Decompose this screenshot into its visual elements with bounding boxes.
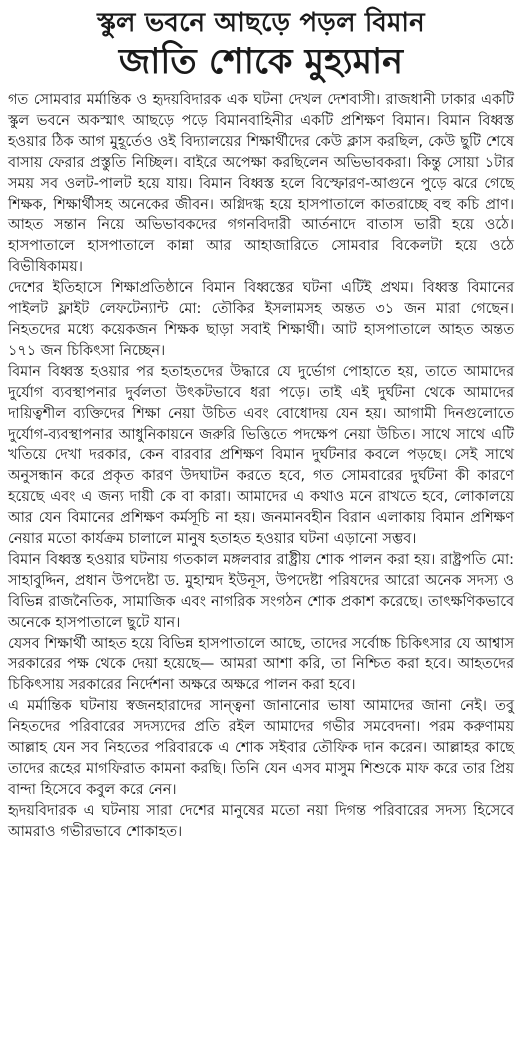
paragraph-1: গত সোমবার মর্মান্তিক ও হৃদয়বিদারক এক ঘটনা দেখল দেশবাসী। রাজধানী ঢাকার একটি স্কুল ভবনে অকস্মাৎ আছড়ে পড়ে বিমানবাহিনীর একটি প্রশিক্ষণ বিমান। বিমান বিধ্বস্ত হওয়ার ঠিক আগ মুহূর্তেও ওই বিদ্যালয়ের শিক্ষার্থীদের কেউ ক্লাস করছিল, কেউ ছুটি শেষে বাসায় ফেরার প্রস্তুতি নিচ্ছিল। বাইরে অপেক্ষা করছিলেন অভিভাবকরা। কিন্তু সোয়া ১টার সময় সব ওলট-পালট হয়ে যায়। বিমান বিধ্বস্ত হলে বিস্ফোরণ-আগুনে পুড়ে ঝরে গেছে শিক্ষক, শিক্ষার্থীসহ অনেকের জীবন। অগ্নিদগ্ধ হয়ে হাসপাতালে কাতরাচ্ছে বহু কচি প্রাণ। আহত সন্তান নিয়ে অভিভাবকদের গগনবিদারী আর্তনাদে বাতাস ভারী হয়ে ওঠে। হাসপাতালে হাসপাতালে কান্না আর আহাজারিতে সোমবার বিকেলটা হয়ে ওঠে বিভীষিকাময়। (8, 92, 514, 276)
paragraph-5: যেসব শিক্ষার্থী আহত হয়ে বিভিন্ন হাসপাতালে আছে, তাদের সর্বোচ্চ চিকিৎসার যে আশ্বাস সরকারের পক্ষ থেকে দেয়া হয়েছে— আমরা আশা করি, তা নিশ্চিত করা হবে। আহতদের চিকিৎসায় সরকারের নির্দেশনা অক্ষরে অক্ষরে পালন করা হবে। (8, 635, 514, 694)
paragraph-6: এ মর্মান্তিক ঘটনায় স্বজনহারাদের সান্ত্বনা জানানোর ভাষা আমাদের জানা নেই। তবু নিহতদের পরিবারের সদস্যদের প্রতি রইল আমাদের গভীর সমবেদনা। পরম করুণাময় আল্লাহ যেন সব নিহতের পরিবারকে এ শোক সইবার তৌফিক দান করেন। আল্লাহর কাছে তাদের রূহের মাগফিরাত কামনা করছি। তিনি যেন এসব মাসুম শিশুকে মাফ করে তার প্রিয় বান্দা হিসেবে কবুল করে নেন। (8, 698, 514, 798)
paragraph-4: বিমান বিধ্বস্ত হওয়ার ঘটনায় গতকাল মঙ্গলবার রাষ্ট্রীয় শোক পালন করা হয়। রাষ্ট্রপতি মো: সাহাবুদ্দিন, প্রধান উপদেষ্টা ড. মুহাম্মদ ইউনূস, উপদেষ্টা পরিষদের আরো অনেক সদস্য ও বিভিন্ন রাজনৈতিক, সামাজিক এবং নাগরিক সংগঠন শোক প্রকাশ করেছে। তাৎক্ষণিকভাবে অনেকে হাসপাতালে ছুটে যান। (8, 551, 514, 631)
paragraph-3: বিমান বিধ্বস্ত হওয়ার পর হতাহতদের উদ্ধারে যে দুর্ভোগ পোহাতে হয়, তাতে আমাদের দুর্যোগ ব্যবস্থাপনার দুর্বলতা উৎকটভাবে ধরা পড়ে। তাই এই দুর্ঘটনা থেকে আমাদের দায়িত্বশীল ব্যক্তিদের শিক্ষা নেয়া উচিত এবং বোধোদয় যেন হয়। আগামী দিনগুলোতে দুর্যোগ-ব্যবস্থাপনার আধুনিকায়নে জরুরি ভিত্তিতে পদক্ষেপ নেয়া উচিত। সাথে সাথে এটি খতিয়ে দেখা দরকার, কেন বারবার প্রশিক্ষণ বিমান দুর্ঘটনার কবলে পড়ছে। সেই সাথে অনুসন্ধান করে প্রকৃত কারণ উদঘাটন করতে হবে, গত সোমবারের দুর্ঘটনা কী কারণে হয়েছে এবং এ জন্য দায়ী কে বা কারা। আমাদের এ কথাও মনে রাখতে হবে, লোকালয়ে আর যেন বিমানের প্রশিক্ষণ কর্মসূচি না হয়। জনমানবহীন বিরান এলাকায় বিমান প্রশিক্ষণ নেয়ার মতো কার্যক্রম চালালে মানুষ হতাহত হওয়ার ঘটনা এড়ানো সম্ভব। (8, 363, 514, 548)
paragraph-2: দেশের ইতিহাসে শিক্ষাপ্রতিষ্ঠানে বিমান বিধ্বস্তের ঘটনা এটিই প্রথম। বিধ্বস্ত বিমানের পাইলট ফ্লাইট লেফটেন্যান্ট মো: তৌকির ইসলামসহ অন্তত ৩১ জন মারা গেছেন। নিহতদের মধ্যে কয়েকজন শিক্ষক ছাড়া সবাই শিক্ষার্থী। আট হাসপাতালে আহত অন্তত ১৭১ জন চিকিৎসা নিচ্ছেন। (8, 280, 514, 359)
headline-kicker: স্কুল ভবনে আছড়ে পড়ল বিমান (97, 8, 425, 38)
article-body (8, 90, 514, 843)
paragraph-7: হৃদয়বিদারক এ ঘটনায় সারা দেশের মানুষের মতো নয়া দিগন্ত পরিবারের সদস্য হিসেবে আমরাও গভীরভাবে শোকাহত। (8, 802, 514, 840)
headline-title: জাতি শোকে মুহ্যমান (118, 42, 404, 82)
